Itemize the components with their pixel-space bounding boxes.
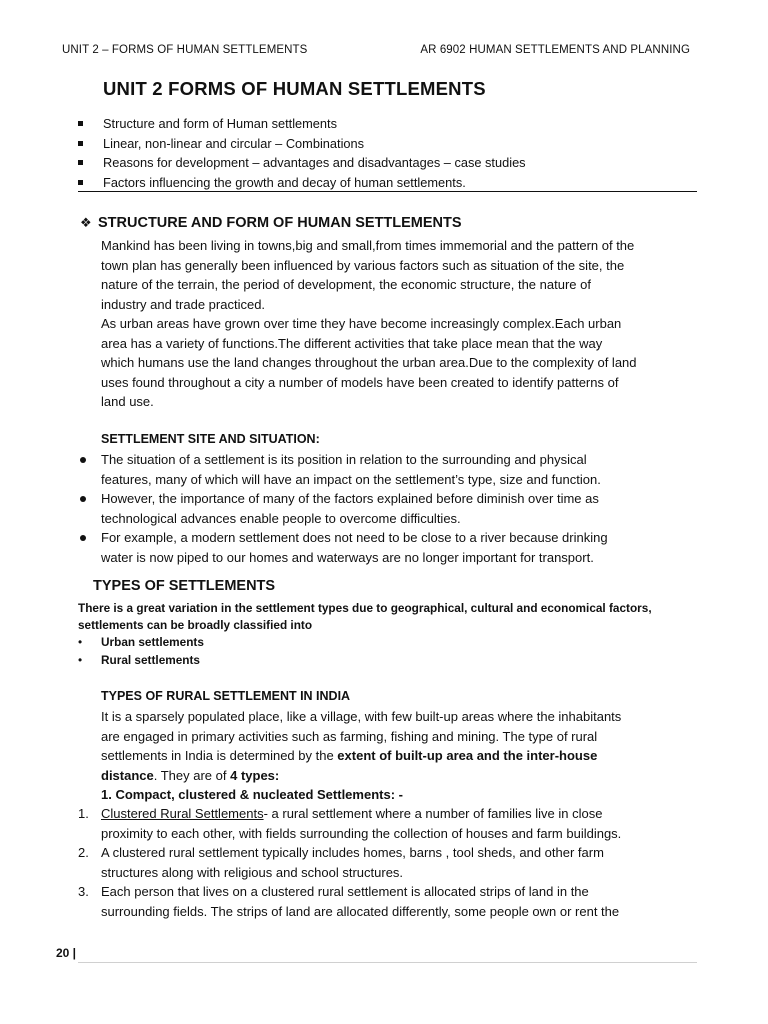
list-item: Reasons for development – advantages and disadvantages – case studies [78,153,698,173]
list-item: • Rural settlements [78,653,200,667]
numbered-list [78,804,698,921]
compact-heading: 1. Compact, clustered & nucleated Settlements: - [101,787,403,802]
list-item: However, the importance of many of the factors explained before diminish over time as technological advances enable people to overcome difficulties. [78,489,698,528]
list-item: Linear, non-linear and circular – Combinations [78,134,698,154]
page-number: 20 | [56,946,77,960]
list-item: 2. A clustered rural settlement typically includes homes, barns , tool sheds, and other farm structures along with religious and school structures. [78,845,604,880]
list-item: For example, a modern settlement does not need to be close to a river because drinking water is now piped to our homes and waterways are no longer important for transport. [78,528,698,567]
list-item: • Urban settlements [78,635,204,649]
bullet-icon [80,496,86,502]
subheading-rural-india: TYPES OF RURAL SETTLEMENT IN INDIA [101,689,351,703]
running-header-left: UNIT 2 – FORMS OF HUMAN SETTLEMENTS [62,44,308,56]
list-item: The situation of a settlement is its position in relation to the surrounding and physical features, many of which will have an impact on the settlement’s type, size and function. [78,450,698,489]
subheading-site-situation: SETTLEMENT SITE AND SITUATION: [101,432,320,446]
square-bullet-icon [78,180,83,185]
footer-divider [78,962,697,963]
paragraph-rural-settlement: It is a sparsely populated place, like a village, with few built-up areas where the inhabitants are engaged in primary activities such as farming, fishing and mining. The type of rural settlements in India is determined by the extent of built-up area and the inter-house distance. They are of 4 types: 1. Compact, clustered & nucleated Settlements: - [101,707,701,805]
bullet-icon [80,457,86,463]
section-heading-types: TYPES OF SETTLEMENTS [93,578,276,594]
square-bullet-icon [78,121,83,126]
square-bullet-icon [78,141,83,146]
paragraph-structure-intro: Mankind has been living in towns,big and small,from times immemorial and the pattern of the town plan has generally been influenced by various factors such as situation of the site, the nature of the terrain, the period of development, the economic structure, the nature of industry and trade practiced. As urban areas have grown over time they have become increasingly complex.Each urban area has a variety of functions.The different activities that take place mean that the way which humans use the land changes throughout the urban area.Due to the complexity of land uses found throughout a city a number of models have been created to identify patterns of land use. [101,238,637,409]
list-item: Factors influencing the growth and decay of human settlements. [78,173,698,193]
section-heading-structure: ❖ STRUCTURE AND FORM OF HUMAN SETTLEMENTS [80,215,462,231]
objectives-list [78,114,698,192]
list-item: 3. Each person that lives on a clustered rural settlement is allocated strips of land in the surrounding fields. The strips of land are allocated differently, some people own or rent the [78,884,620,919]
bullet-icon: • [78,653,83,667]
page-title: UNIT 2 FORMS OF HUMAN SETTLEMENTS [103,78,486,99]
types-intro-line1: There is a great variation in the settlement types due to geographical, cultural and economical factors, [78,601,652,615]
bullet-icon: • [78,635,83,649]
bullet-icon [80,535,86,541]
square-bullet-icon [78,160,83,165]
divider [78,191,697,192]
running-header-right: AR 6902 HUMAN SETTLEMENTS AND PLANNING [420,44,690,56]
diamond-bullet-icon: ❖ [80,215,92,230]
list-item: 1. Clustered Rural Settlements- a rural settlement where a number of families live in close proximity to each other, with fields surrounding the collection of houses and farm buildings. [78,806,622,841]
site-bullet-list [78,450,698,567]
types-intro-line2: settlements can be broadly classified into [78,618,313,632]
list-item: Structure and form of Human settlements [78,114,698,134]
